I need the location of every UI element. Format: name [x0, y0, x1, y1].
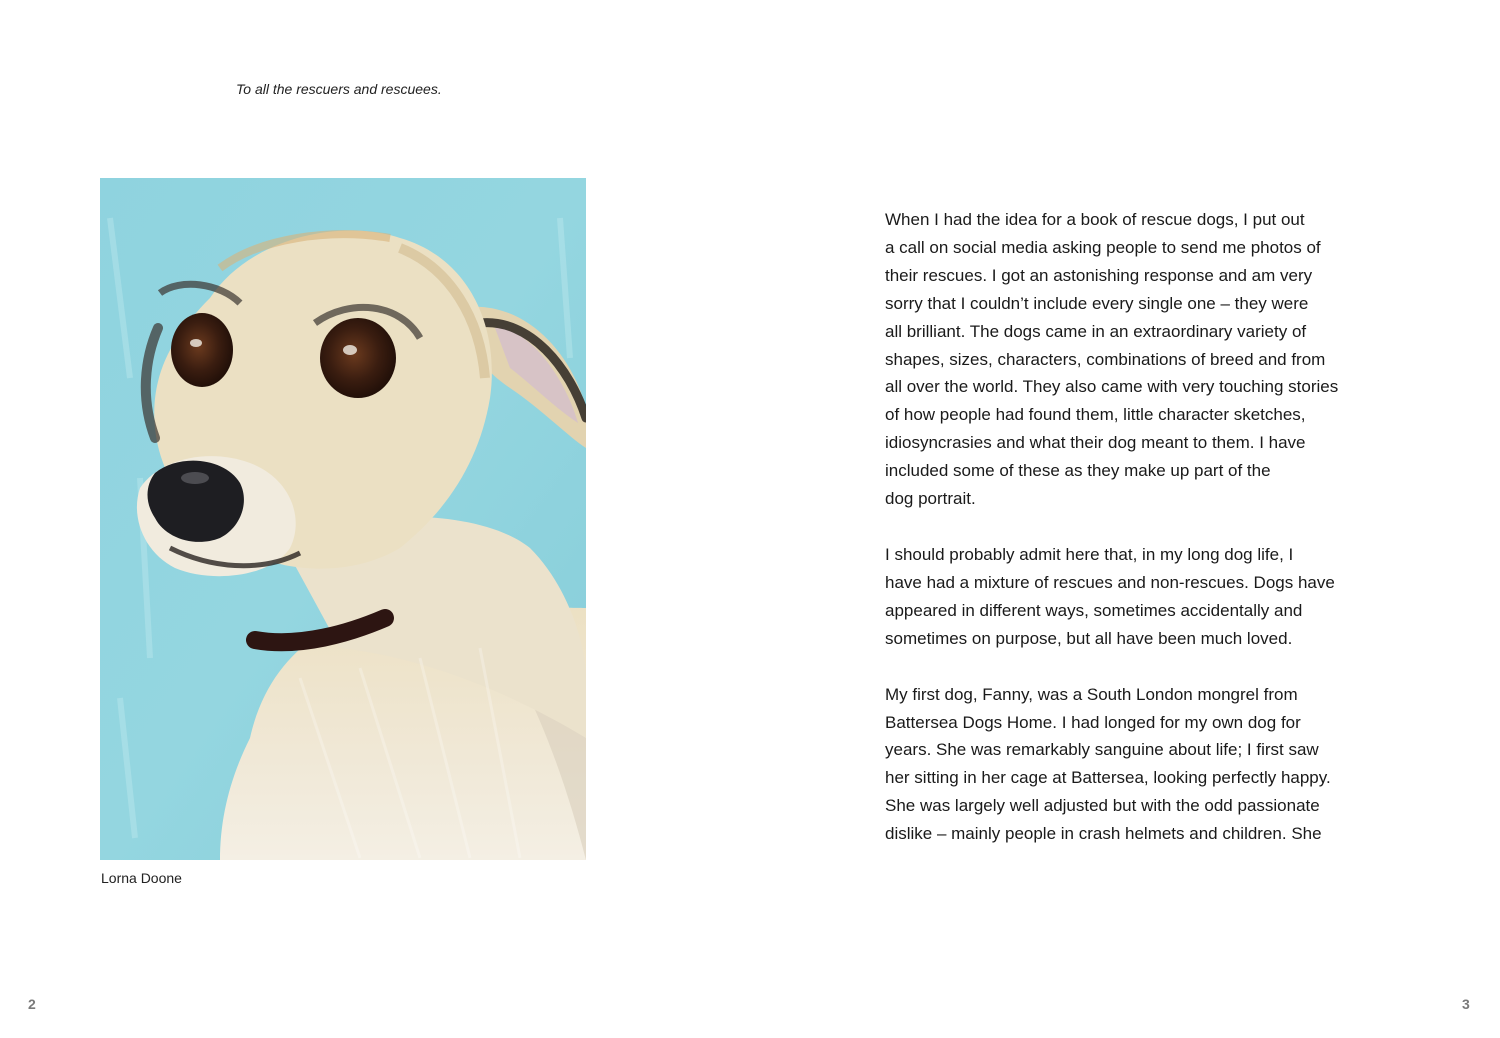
- paragraph-1: [885, 206, 1375, 513]
- text-line: She was largely well adjusted but with the odd passionate: [885, 796, 1320, 816]
- dog-painting: [100, 178, 586, 860]
- text-line: sorry that I couldn’t include every single one – they were: [885, 293, 1309, 313]
- body-text: [885, 206, 1375, 876]
- text-line: dislike – mainly people in crash helmets and children. She: [885, 824, 1322, 844]
- text-line: Battersea Dogs Home. I had longed for my own dog for: [885, 712, 1301, 732]
- text-line: of how people had found them, little character sketches,: [885, 405, 1306, 425]
- text-line: included some of these as they make up part of the: [885, 461, 1271, 481]
- text-line: shapes, sizes, characters, combinations of breed and from: [885, 349, 1326, 369]
- dedication: To all the rescuers and rescuees.: [236, 81, 442, 97]
- text-line: sometimes on purpose, but all have been much loved.: [885, 628, 1293, 648]
- text-line: appeared in different ways, sometimes accidentally and: [885, 600, 1303, 620]
- text-line: all over the world. They also came with very touching stories: [885, 377, 1339, 397]
- page-number-left: 2: [28, 996, 36, 1012]
- text-line: all brilliant. The dogs came in an extraordinary variety of: [885, 321, 1307, 341]
- text-line: When I had the idea for a book of rescue dogs, I put out: [885, 210, 1305, 229]
- text-line: her sitting in her cage at Battersea, looking perfectly happy.: [885, 768, 1331, 788]
- page-number-right: 3: [1462, 996, 1470, 1012]
- paragraph-2: [885, 541, 1375, 653]
- text-line: have had a mixture of rescues and non-rescues. Dogs have: [885, 572, 1335, 592]
- text-line: I should probably admit here that, in my long dog life, I: [885, 544, 1294, 564]
- text-line: dog portrait.: [885, 489, 976, 509]
- text-line: My first dog, Fanny, was a South London mongrel from: [885, 684, 1298, 704]
- text-line: a call on social media asking people to send me photos of: [885, 237, 1321, 257]
- text-line: idiosyncrasies and what their dog meant to them. I have: [885, 433, 1306, 453]
- text-line: their rescues. I got an astonishing response and am very: [885, 265, 1313, 285]
- paragraph-3: [885, 681, 1375, 848]
- text-line: years. She was remarkably sanguine about life; I first saw: [885, 740, 1319, 760]
- painting-caption: Lorna Doone: [101, 870, 182, 886]
